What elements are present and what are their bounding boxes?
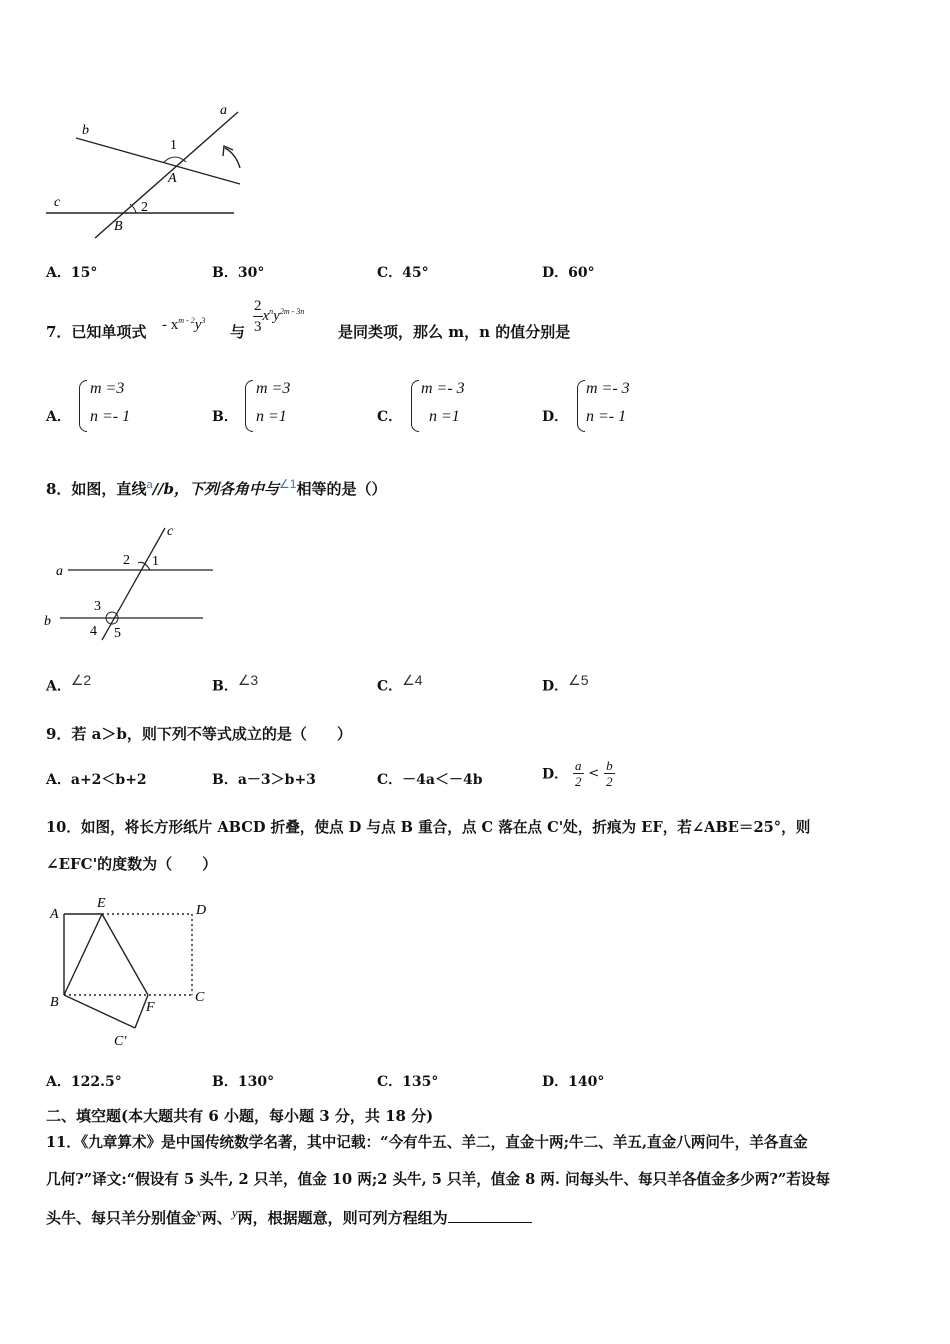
q8-option-d[interactable]: [542, 672, 588, 696]
var-y: y: [231, 1205, 238, 1220]
q9-option-b[interactable]: [212, 769, 316, 789]
mono1-sign: -: [162, 317, 167, 333]
label-C: C: [195, 990, 205, 1005]
label-a: a: [56, 564, 63, 579]
option-line1: m =3: [90, 380, 125, 397]
option-text: ∠2: [70, 672, 92, 688]
q10-option-d[interactable]: [542, 1071, 604, 1091]
label-b: b: [44, 614, 51, 629]
option-letter: B．: [212, 772, 238, 788]
q7-option-a[interactable]: [46, 378, 186, 434]
option-text: ∠5: [568, 672, 589, 688]
option-text: －4a＜－4b: [402, 772, 483, 788]
frac-num: a: [575, 758, 582, 773]
option-text: a－3＞b+3: [237, 772, 316, 788]
q6-option-a[interactable]: [46, 262, 97, 282]
label-a: a: [220, 103, 227, 118]
option-letter: C．: [377, 1074, 403, 1090]
q11-line3-pre: 头牛、每只羊分别值金: [46, 1209, 197, 1227]
option-letter: A．: [46, 678, 71, 695]
mono2-den: 3: [254, 319, 262, 335]
option-line1: m =- 3: [421, 380, 465, 397]
q7-option-b[interactable]: [212, 378, 352, 434]
segment-EF: [102, 914, 148, 995]
option-letter: C．: [377, 409, 403, 425]
option-text: 135°: [402, 1074, 439, 1090]
q8-option-b[interactable]: [212, 672, 258, 696]
option-letter: D．: [542, 766, 569, 783]
q7-connector: 与: [230, 323, 246, 341]
answer-blank[interactable]: [448, 1222, 532, 1223]
q7-stem-suffix: 是同类项，那么 m，n 的值分别是: [338, 323, 571, 341]
q9-stem: 9．若 a＞b，则下列不等式成立的是（ ）: [46, 725, 352, 743]
mono2-y: y: [273, 308, 280, 325]
q10-option-b[interactable]: [212, 1071, 274, 1091]
q11-line1: 11．《九章算术》是中国传统数学名著，其中记载：“今有牛五、羊二，直金十两;牛二、羊五,直金八两问牛，羊各直金: [46, 1134, 808, 1151]
mono2-x: x: [262, 308, 270, 325]
mono1-x: x: [170, 317, 179, 333]
q10-stem-line1: 10．如图，将长方形纸片 ABCD 折叠，使点 D 与点 B 重合，点 C 落在点 C'处，折痕为 EF，若∠ABE＝25°，则: [46, 819, 811, 836]
q7-stem-prefix: 7．已知单项式: [46, 323, 147, 341]
rotation-arrowhead-icon: [223, 146, 233, 156]
q10-option-a[interactable]: [46, 1071, 122, 1091]
line-b: [76, 138, 240, 184]
frac-num: b: [606, 758, 613, 773]
option-letter: D．: [542, 678, 569, 695]
q8-option-c[interactable]: [377, 672, 423, 696]
q6-figure: [40, 100, 250, 245]
option-text: ∠3: [237, 672, 259, 688]
q11-line3: [46, 1205, 532, 1228]
option-line2: n =- 1: [90, 408, 131, 425]
option-text: 130°: [237, 1074, 275, 1090]
q8-option-a[interactable]: [46, 672, 91, 696]
label-c: c: [54, 195, 61, 210]
label-c: c: [167, 524, 174, 539]
label-3: 3: [94, 599, 101, 614]
option-letter: A．: [46, 1074, 71, 1090]
q6-option-b[interactable]: [212, 262, 264, 282]
q11-line2: 几何?”译文:“假设有 5 头牛, 2 只羊，值金 10 两;2 头牛, 5 只羊，值金 8 两. 问每头牛、每只羊各值金多少两?”若设每: [46, 1171, 831, 1188]
frac-den: 2: [606, 774, 613, 789]
q11-line3-mid: 两、: [201, 1209, 232, 1227]
option-letter: B．: [212, 678, 238, 695]
q6-option-c[interactable]: [377, 262, 429, 282]
label-2: 2: [123, 553, 130, 568]
mono1-y: y: [194, 317, 202, 333]
option-text: a+2＜b+2: [70, 772, 147, 788]
option-line1: m =- 3: [586, 380, 630, 397]
option-line2: n =1: [429, 408, 460, 425]
mono1-yexp: 3: [201, 316, 206, 325]
q8-figure: [40, 518, 220, 643]
label-4: 4: [90, 624, 97, 639]
option-letter: B．: [212, 1074, 238, 1090]
label-F: F: [146, 1000, 155, 1015]
q8-stem: [46, 477, 386, 499]
option-letter: C．: [377, 678, 403, 695]
label-D: D: [196, 903, 207, 918]
q10-stem-line2: ∠EFC'的度数为（ ）: [46, 855, 218, 873]
segment-BCp: [64, 995, 135, 1028]
mono2-yexp: 2m - 3n: [279, 306, 305, 316]
fraction-a-over-2: [573, 758, 584, 789]
q6-option-d[interactable]: [542, 262, 595, 282]
label-E: E: [97, 896, 106, 911]
label-A: A: [50, 907, 59, 922]
label-5: 5: [114, 626, 121, 641]
option-text: 140°: [568, 1074, 605, 1090]
q9-option-a[interactable]: [46, 769, 147, 789]
label-B: B: [114, 219, 123, 234]
label-2: 2: [141, 200, 148, 215]
label-1: 1: [170, 138, 177, 153]
q8-stem-angle1: ∠1: [279, 477, 297, 491]
label-1: 1: [152, 554, 159, 569]
q9-option-c[interactable]: [377, 769, 483, 789]
option-text: 45°: [402, 265, 429, 281]
q9-option-d[interactable]: [542, 758, 615, 789]
label-Cprime: C': [114, 1034, 127, 1049]
option-text: 30°: [237, 265, 265, 281]
option-text: 15°: [70, 265, 98, 281]
q11-line3-post: 两，根据题意，则可列方程组为: [237, 1209, 448, 1227]
mono2-xexp: n: [269, 306, 274, 316]
option-letter: C．: [377, 772, 403, 788]
rotation-arrow-icon: [225, 148, 240, 168]
label-b: b: [82, 123, 89, 138]
option-letter: B．: [212, 265, 238, 281]
option-line2: n =1: [256, 408, 287, 425]
q8-stem-mid: //b，下列各角中与: [152, 480, 280, 498]
fraction-b-over-2: [604, 758, 615, 789]
q7-monomial-2: [253, 296, 304, 337]
q7-option-c[interactable]: [377, 378, 517, 434]
q8-stem-suffix: 相等的是（）: [296, 480, 387, 498]
q10-figure: [40, 890, 225, 1055]
mono2-num: 2: [253, 296, 263, 317]
section-2-heading: 二、填空题(本大题共有 6 小题，每小题 3 分，共 18 分): [46, 1107, 434, 1125]
option-line2: n =- 1: [586, 408, 627, 425]
option-text: 122.5°: [70, 1074, 122, 1090]
option-letter: B．: [212, 409, 238, 425]
q7-option-d[interactable]: [542, 378, 682, 434]
option-letter: A．: [46, 265, 71, 281]
option-letter: A．: [46, 409, 71, 425]
option-line1: m =3: [256, 380, 291, 397]
q8-stem-a: a: [146, 479, 153, 491]
q7-monomial-1: [162, 316, 205, 334]
label-A: A: [168, 171, 177, 186]
q10-option-c[interactable]: [377, 1071, 438, 1091]
line-c: [102, 528, 165, 640]
option-letter: D．: [542, 265, 569, 281]
frac-den: 2: [575, 774, 582, 789]
option-letter: D．: [542, 1074, 569, 1090]
q8-stem-prefix: 8．如图，直线: [46, 480, 147, 498]
var-x: x: [196, 1205, 202, 1220]
option-letter: A．: [46, 772, 71, 788]
option-text: 60°: [568, 265, 595, 281]
option-text: ∠4: [402, 672, 423, 688]
option-letter: C．: [377, 265, 403, 281]
segment-BE: [64, 914, 102, 995]
less-than: <: [588, 766, 600, 781]
label-B: B: [50, 995, 59, 1010]
option-letter: D．: [542, 409, 569, 425]
mono1-xexp: m - 2: [178, 316, 195, 325]
